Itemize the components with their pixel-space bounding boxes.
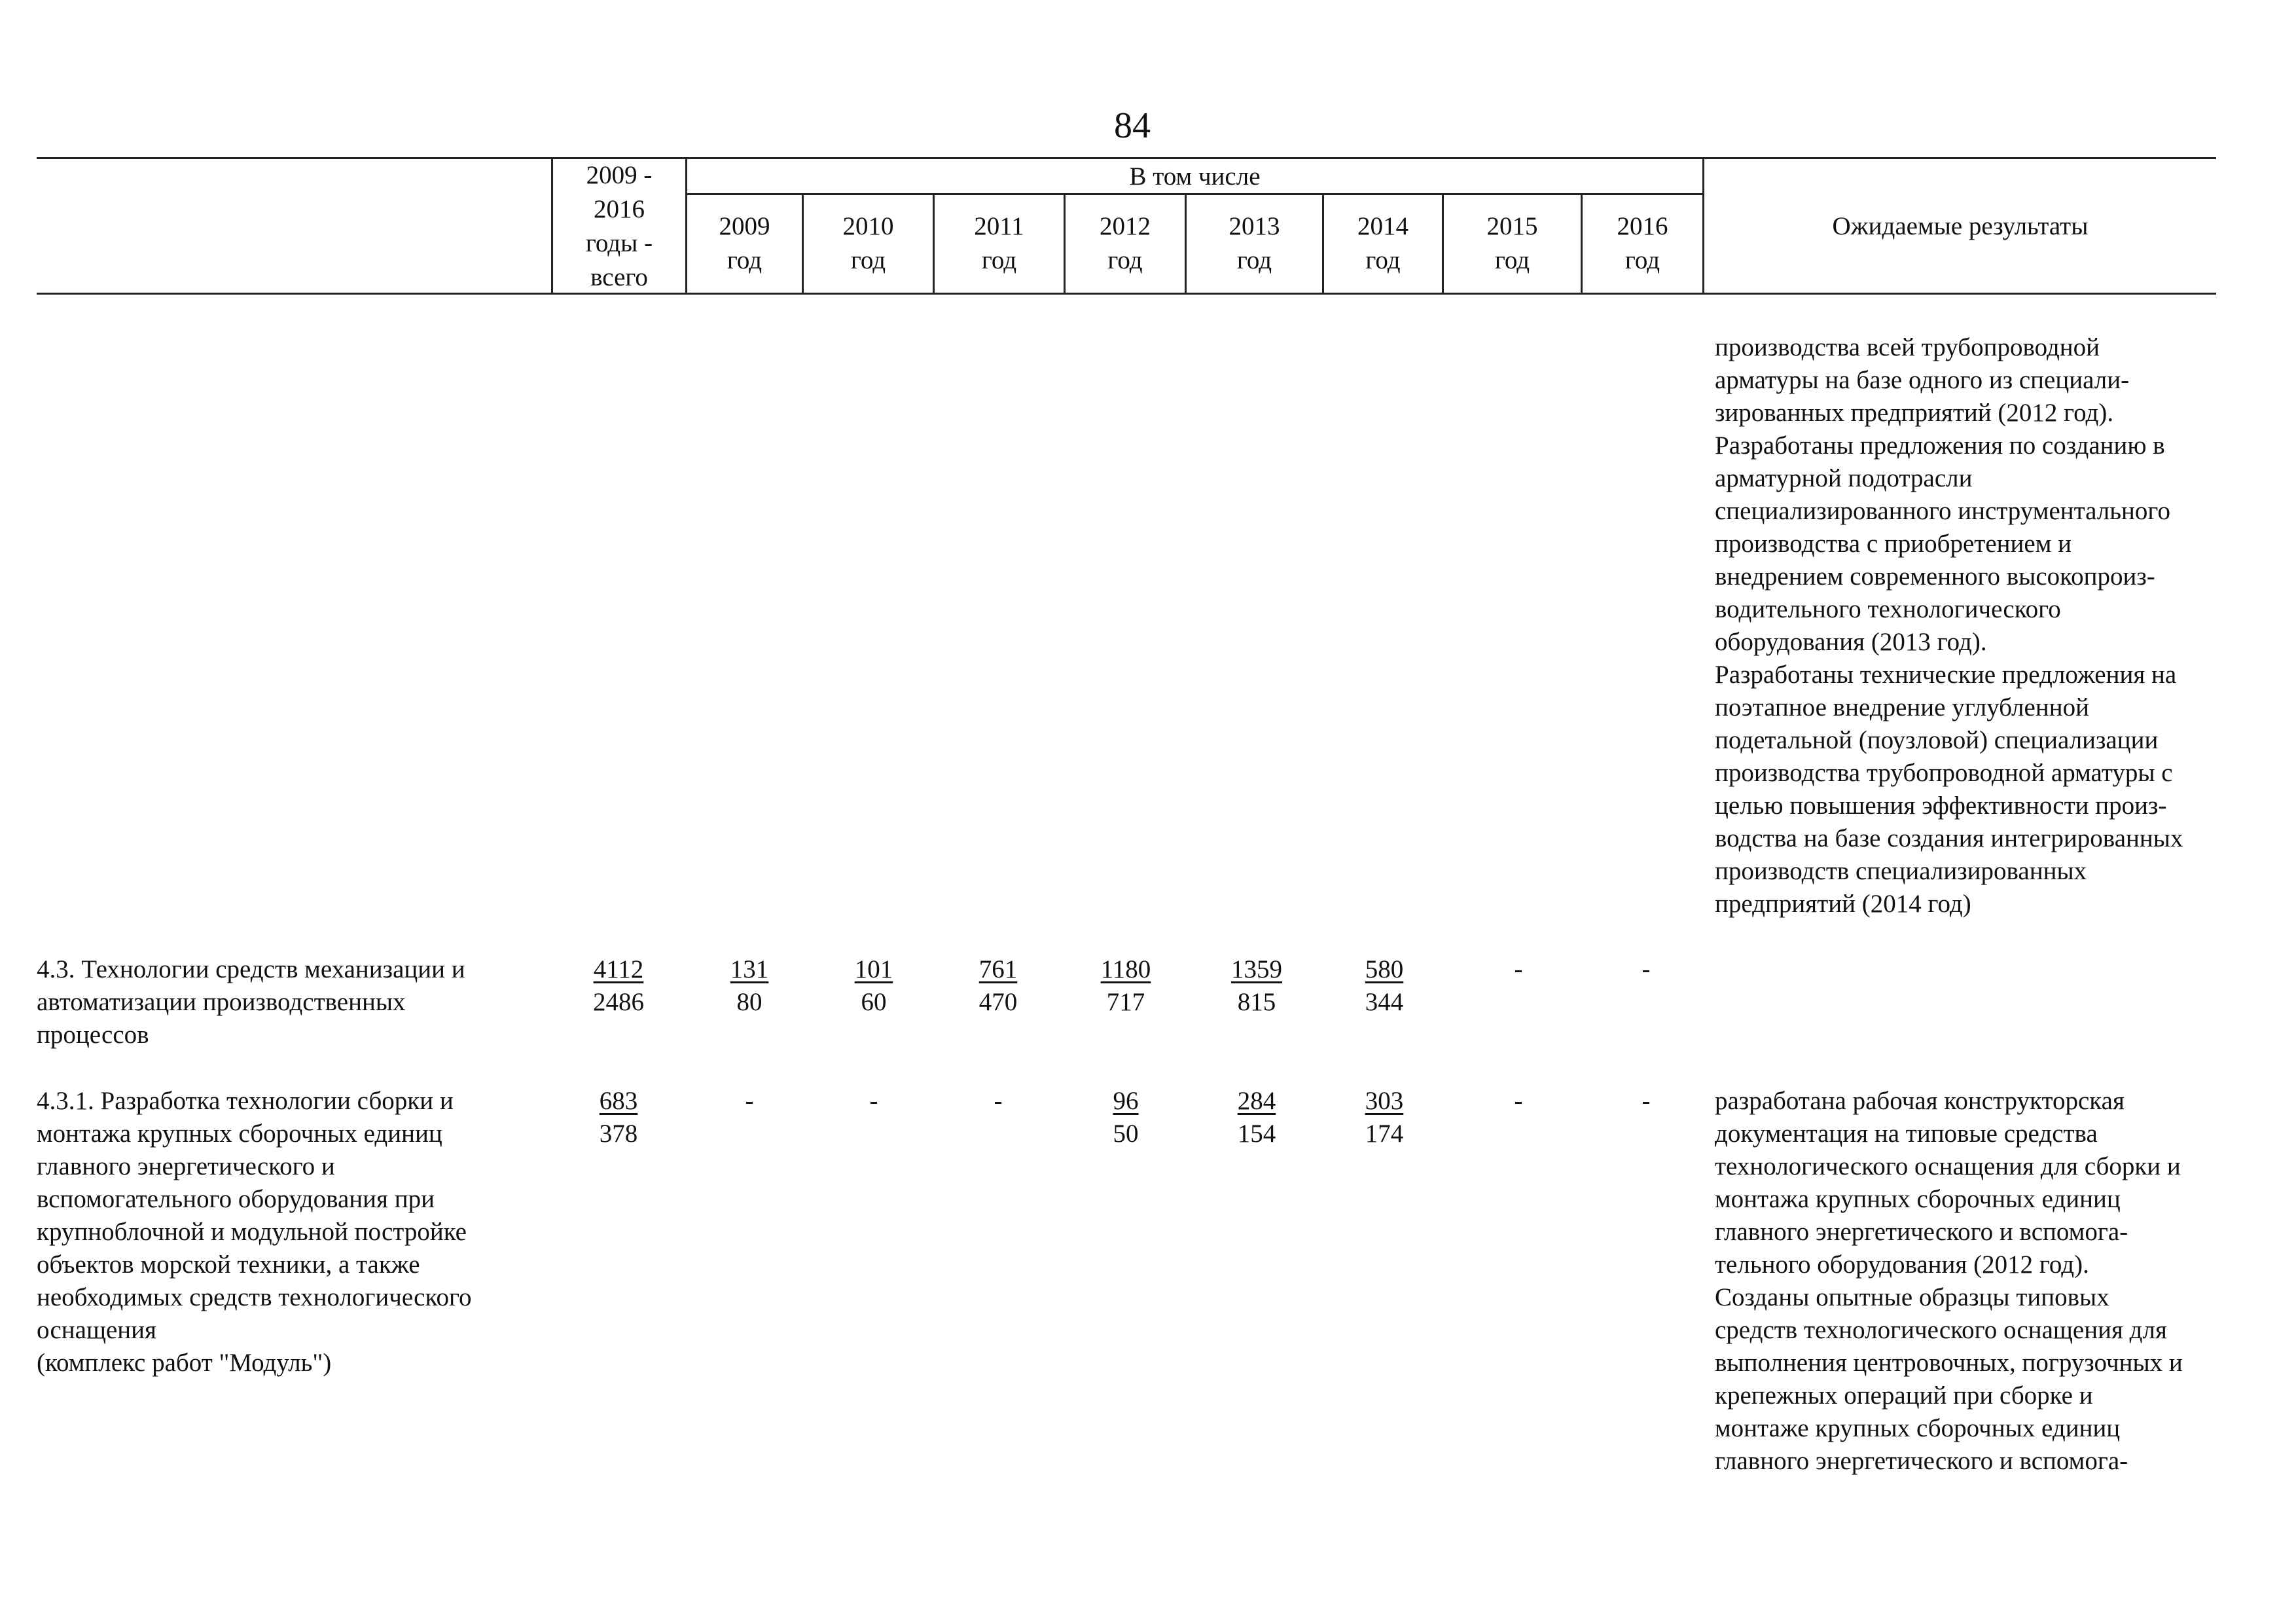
page-number: 84 [1114, 105, 1151, 146]
value-2013: 284 154 [1237, 1087, 1276, 1148]
header-year-2016: 2016 год [1617, 212, 1668, 274]
header-group-label: В том числе [1129, 162, 1261, 191]
value-2012: 96 50 [1113, 1087, 1139, 1148]
header-year-2012: 2012 год [1100, 212, 1151, 274]
value-2009: 131 80 [730, 955, 769, 1016]
value-2015: - [1514, 955, 1523, 983]
value-2016: - [1641, 955, 1651, 983]
header-bottom-rule [37, 293, 2216, 295]
value-2009: - [745, 1087, 754, 1115]
value-2013: 1359 815 [1231, 955, 1282, 1016]
header-year-2014: 2014 год [1357, 212, 1408, 274]
continued-result-text: производства всей трубопроводной арматуры на базе одного из специали- зированных предприятий (2012 год). Разработаны предложения по созданию в арматурной подотрасли специализированного инструментального производства с приобретением и внедрением современного высокопроиз- водительного технологического оборудования (2013 год). Разработаны технические предложения на поэтапное внедрение углубленной подетальной (поузловой) специализации производства трубопроводной арматуры с целью повышения эффективности произ- водства на базе создания интегрированных производств специализированных предприятий (2014 год) [1715, 333, 2183, 918]
value-2014: 303 174 [1365, 1087, 1404, 1148]
row-result-text: разработана рабочая конструкторская документация на типовые средства технологического оснащения для сборки и монтажа крупных сборочных единиц главного энергетического и вспомога- тельного оборудования (2012 год). Созданы опытные образцы типовых средств технологического оснащения для выполнения центровочных, погрузочных и крепежных операций при сборке и монтаже крупных сборочных единиц главного энергетического и вспомога- [1715, 1087, 2183, 1475]
header-year-2013: 2013 год [1229, 212, 1280, 274]
value-2011: - [994, 1087, 1003, 1115]
header-results: Ожидаемые результаты [1832, 212, 2089, 240]
row-name: 4.3.1. Разработка технологии сборки и монтажа крупных сборочных единиц главного энергетического и вспомогательного оборудования при крупноблочной и модульной постройке объектов морской техники, а также необходимых средств технологического оснащения (комплекс работ "Модуль") [37, 1087, 472, 1377]
header-year-2009: 2009 год [719, 212, 770, 274]
value-2010: 101 60 [854, 955, 893, 1016]
header-total: 2009 - 2016 годы - всего [585, 161, 653, 291]
value-2010: - [869, 1087, 878, 1115]
value-total: 683 378 [599, 1087, 638, 1148]
value-total: 4112 2486 [593, 955, 644, 1016]
header-top-rule [37, 157, 2216, 159]
value-2012: 1180 717 [1100, 955, 1151, 1016]
header-year-2011: 2011 год [974, 212, 1024, 274]
value-2011: 761 470 [978, 955, 1018, 1016]
row-name: 4.3. Технологии средств механизации и автоматизации производственных процессов [37, 955, 465, 1049]
header-year-2010: 2010 год [842, 212, 894, 274]
value-2016: - [1641, 1087, 1651, 1115]
value-2014: 580 344 [1365, 955, 1404, 1016]
header-year-2015: 2015 год [1486, 212, 1538, 274]
value-2015: - [1514, 1087, 1523, 1115]
